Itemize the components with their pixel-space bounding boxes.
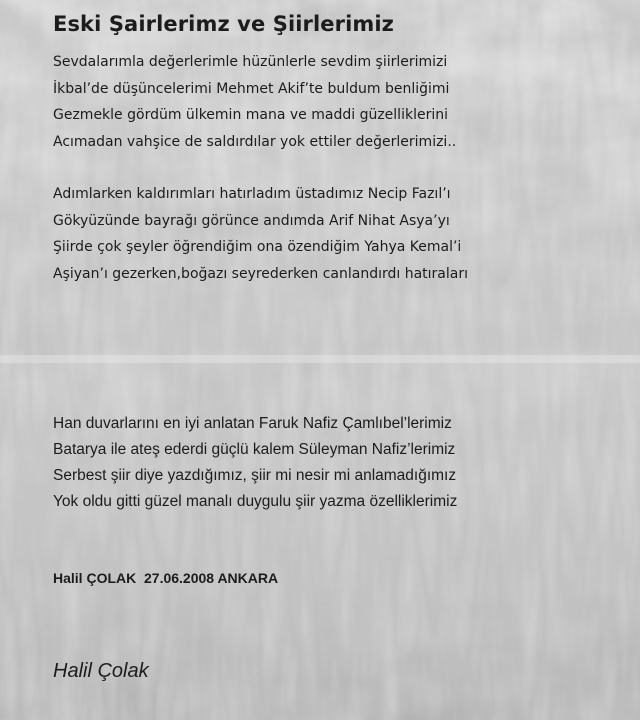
poem-title: Eski Şairlerimz ve Şiirlerimiz — [53, 12, 394, 36]
poem-line: Aşiyan’ı gezerken,boğazı seyrederken canlandırdı hatıraları — [53, 265, 468, 282]
poem-line: Gezmekle gördüm ülkemin mana ve maddi güzelliklerini — [53, 107, 448, 123]
poem-line: Sevdalarımla değerlerimle hüzünlerle sevdim şiirlerimizi — [53, 54, 448, 70]
poem-line: Yok oldu gitti güzel manalı duygulu şiir yazma özelliklerimiz — [53, 493, 458, 510]
stanza-3 — [53, 411, 457, 515]
author-name: Halil Çolak — [53, 660, 149, 682]
poem-line: Serbest şiir diye yazdığımız, şiir mi nesir mi anlamadığımız — [53, 467, 457, 484]
poem-line: Batarya ile ateş ederdi güçlü kalem Süleyman Nafiz’lerimiz — [53, 441, 456, 458]
poem-line: İkbal’de düşüncelerimi Mehmet Akif’te buldum benliğimi — [53, 80, 450, 97]
poem-line: Gökyüzünde bayrağı görünce andımda Arif Nihat Asya’yı — [53, 212, 450, 229]
poem-line: Adımlarken kaldırımları hatırladım üstadımız Necip Fazıl’ı — [53, 186, 451, 202]
stanza-1 — [53, 49, 456, 155]
poem-line: Han duvarlarını en iyi anlatan Faruk Nafiz Çamlıbel’lerimiz — [53, 415, 452, 432]
stanza-2 — [53, 181, 468, 287]
poem-line: Şiirde çok şeyler öğrendiğim ona özendiğim Yahya Kemal’i — [53, 239, 462, 255]
signature-date-place: Halil ÇOLAK 27.06.2008 ANKARA — [53, 570, 279, 586]
poem-line: Acımadan vahşice de saldırdılar yok ettiler değerlerimizi.. — [53, 133, 457, 150]
